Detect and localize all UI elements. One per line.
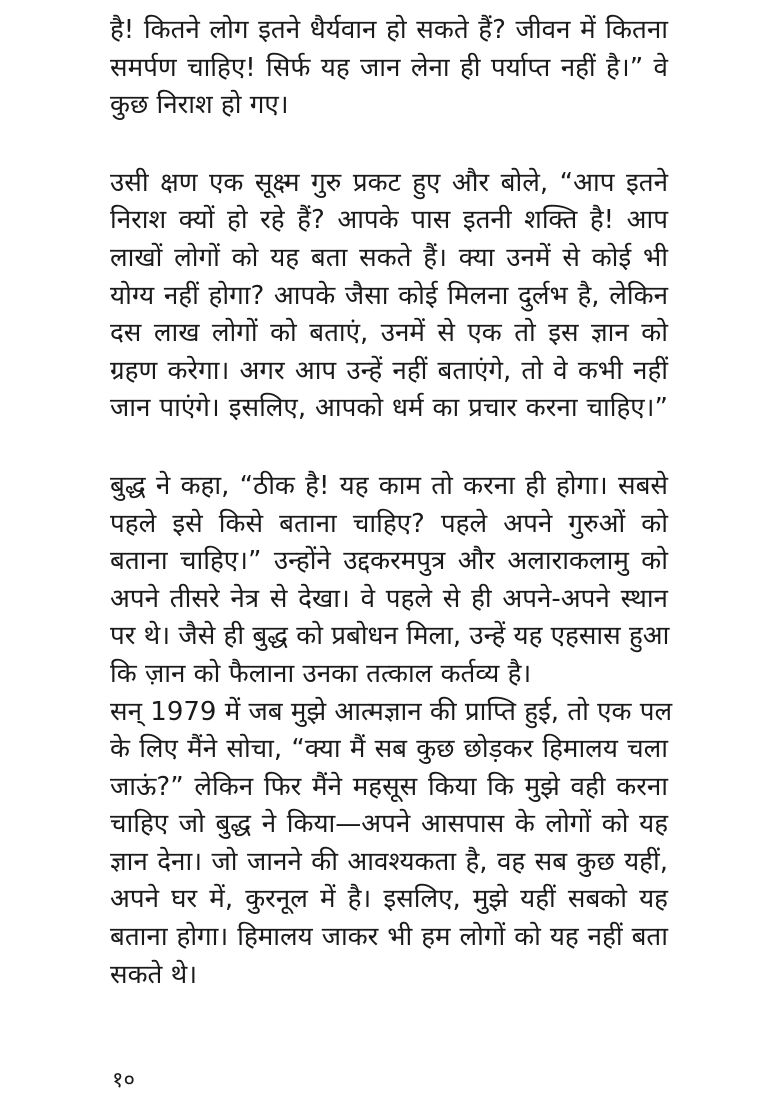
text-line: पर थे। जैसे ही बुद्ध को प्रबोधन मिला, उन्हें यह एहसास हुआ: [110, 621, 670, 652]
text-line: बुद्ध ने कहा, “ठीक है! यह काम तो करना ही होगा। सबसे: [110, 470, 668, 501]
text-line: कुछ निराश हो गए।: [110, 90, 289, 121]
text-line: बताना होगा। हिमालय जाकर भी हम लोगों को यह नहीं बता: [110, 922, 668, 953]
text-line: सकते थे।: [110, 959, 198, 990]
text-line: दस लाख लोगों को बताएं, उनमें से एक तो इस ज्ञान को: [110, 318, 668, 349]
page-number: १०: [112, 1068, 135, 1093]
text-line: अपने घर में, कुरनूल में है। इसलिए, मुझे यहीं सबको यह: [110, 884, 668, 915]
text-line: उसी क्षण एक सूक्ष्म गुरु प्रकट हुए और बोले, “आप इतने: [110, 167, 668, 198]
text-line: कि ज़ान को फैलाना उनका तत्काल कर्तव्य है।: [110, 658, 532, 689]
text-line: योग्य नहीं होगा? आपके जैसा कोई मिलना दुर्लभ है, लेकिन: [110, 280, 668, 311]
page-body: [110, 12, 673, 994]
text-line: सन् 1979 में जब मुझे आत्मज्ञान की प्राप्ति हुई, तो एक पल: [110, 696, 673, 727]
text-line: के लिए मैंने सोचा, “क्या मैं सब कुछ छोड़कर हिमालय चला: [110, 734, 668, 765]
text-line: है! कितने लोग इतने धैर्यवान हो सकते हैं? जीवन में कितना: [110, 15, 668, 45]
text-line: लाखों लोगों को यह बता सकते हैं। क्या उनमें से कोई भी: [110, 242, 668, 273]
text-line: समर्पण चाहिए! सिर्फ यह जान लेना ही पर्याप्त नहीं है।” वे: [110, 52, 668, 83]
paragraph-4: [110, 694, 673, 995]
text-line: जान पाएंगे। इसलिए, आपको धर्म का प्रचार करना चाहिए।”: [110, 393, 668, 424]
paragraph-3: [110, 468, 668, 694]
text-line: बताना चाहिए।” उन्होंने उद्दकरमपुत्र और अलाराकलामु को: [110, 546, 668, 577]
text-line: ज्ञान देना। जो जानने की आवश्यकता है, वह सब कुछ यहीं,: [110, 846, 668, 877]
text-line: चाहिए जो बुद्ध ने किया—अपने आसपास के लोगों को यह: [110, 809, 668, 840]
text-line: अपने तीसरे नेत्र से देखा। वे पहले से ही अपने-अपने स्थान: [110, 583, 668, 614]
paragraph-2: [110, 165, 668, 428]
text-line: पहले इसे किसे बताना चाहिए? पहले अपने गुरुओं को: [110, 508, 668, 539]
text-line: जाऊं?” लेकिन फिर मैंने महसूस किया कि मुझे वही करना: [110, 771, 668, 802]
text-line: ग्रहण करेगा। अगर आप उन्हें नहीं बताएंगे, तो वे कभी नहीं: [110, 355, 668, 386]
paragraph-1: [110, 12, 668, 125]
text-line: निराश क्यों हो रहे हैं? आपके पास इतनी शक्ति है! आप: [110, 205, 668, 236]
